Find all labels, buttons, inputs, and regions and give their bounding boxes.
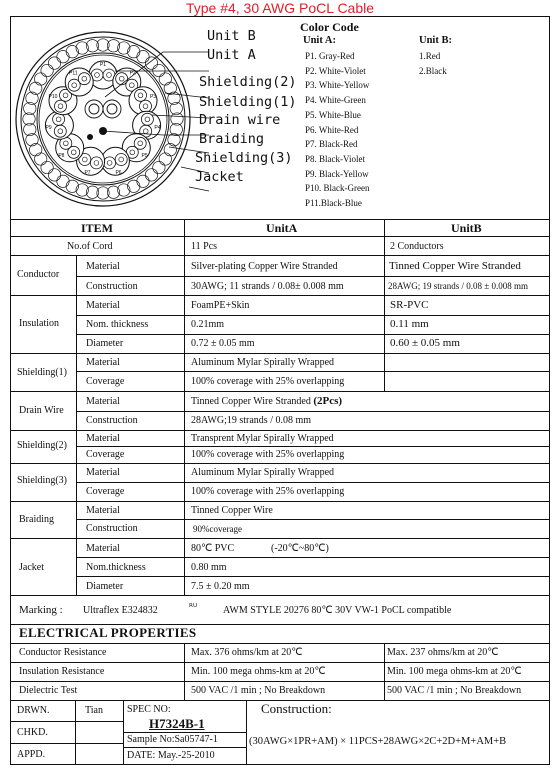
braid-wire [145, 57, 157, 69]
header-unit-b: UnitB [451, 221, 482, 235]
elec-a-1: Min. 100 mega ohms-km at 20℃ [191, 666, 326, 677]
drain-wire-group: Drain Wire [19, 405, 64, 416]
braid-wire [57, 51, 69, 63]
braid-wire [164, 82, 176, 94]
elec-b-1: Min. 100 mega ohms-km at 20℃ [387, 666, 522, 677]
pair-label: P9 [45, 124, 52, 131]
elec-b-2: 500 VAC /1 min ; No Breakdown [387, 685, 522, 696]
drwn-label: DRWN. [17, 705, 50, 716]
header-unit-a: UnitA [266, 221, 298, 235]
label-jacket: Jacket [195, 169, 244, 185]
color-code-title: Color Code [300, 20, 359, 34]
conductor-material-b: Tinned Copper Wire Stranded [389, 260, 521, 272]
braid-wire [145, 169, 157, 181]
insulation-diameter-a: 0.72 ± 0.05 mm [191, 338, 255, 349]
unit-b-conductors [85, 100, 121, 118]
braid-wire [66, 46, 78, 58]
insulation-diameter-b: 0.60 ± 0.05 mm [390, 337, 460, 349]
chkd-label: CHKD. [17, 727, 48, 738]
shielding2-material-label: Material [86, 433, 120, 444]
elec-b-0: Max. 237 ohms/km at 20℃ [387, 647, 499, 658]
unit-a-pairs [45, 61, 160, 176]
drain-material-label: Material [86, 396, 120, 407]
color-p3: P3. White-Yellow [305, 80, 370, 91]
spec-sheet [10, 16, 550, 765]
jacket-group: Jacket [19, 562, 44, 573]
shielding1-material-label: Material [86, 357, 120, 368]
braid-wire [66, 180, 78, 192]
pair-label: P11 [69, 70, 78, 77]
jacket-thickness-label: Nom.thickness [86, 562, 146, 573]
braid-wire [48, 169, 60, 181]
label-drain-wire: Drain wire [199, 112, 281, 128]
twisted-pair [65, 68, 93, 96]
braid-wire [35, 153, 47, 165]
color-p8: P8. Black-Violet [305, 153, 365, 164]
shielding3-material-label: Material [86, 467, 120, 478]
braid-wire [35, 73, 47, 85]
unit-a-heading: Unit A: [303, 35, 336, 46]
conductor-group: Conductor [17, 269, 60, 280]
label-shielding3: Shielding(3) [195, 150, 293, 166]
braid-wire [137, 175, 149, 187]
pair-label: P3 [149, 94, 157, 101]
document-title: Type #4, 30 AWG PoCL Cable [185, 0, 375, 16]
drwn-name: Tian [85, 705, 103, 716]
elec-label-0: Conductor Resistance [19, 647, 107, 658]
braid-wire [30, 82, 42, 94]
no-of-cord-label: No.of Cord [67, 241, 113, 252]
marking-style: AWM STYLE 20276 80℃ 30V VW-1 PoCL compatible [223, 605, 452, 616]
jacket-ring [16, 32, 190, 206]
header-item: ITEM [81, 221, 114, 235]
elec-label-2: Dielectric Test [19, 685, 78, 696]
color-p10: P10. Black-Green [305, 183, 370, 194]
construction-formula: (30AWG×1PR+AM) × 11PCS+28AWG×2C+2D+M+AM+B [249, 736, 507, 747]
label-shielding2: Shielding(2) [199, 74, 297, 90]
braid-wire [128, 46, 140, 58]
color-p1: P1. Gray-Red [305, 51, 355, 61]
no-of-cord-b: 2 Conductors [390, 241, 444, 252]
pair-label: P10 [48, 94, 58, 101]
unit-b-color-list [419, 49, 447, 78]
insulation-material-a: FoamPE+Skin [191, 300, 250, 311]
appd-label: APPD. [17, 749, 46, 760]
pair-label: P1 [99, 62, 107, 68]
elec-label-1: Insulation Resistance [19, 666, 105, 677]
braid-wire [159, 73, 171, 85]
ul-recognized-icon: ᴿᵁ [189, 603, 198, 613]
spec-date: DATE: May.-25-2010 [127, 750, 215, 761]
braiding-construction-a: 90%coverage [193, 524, 242, 534]
conductor-construction-b: 28AWG; 19 strands / 0.08 ± 0.008 mm [388, 281, 528, 291]
color-b1: 1.Red [419, 51, 441, 61]
shielding3-coverage-a: 100% coverage with 25% overlapping [191, 486, 345, 497]
sample-no: Sample No:Sa05747-1 [127, 734, 218, 745]
color-p4: P4. White-Green [305, 95, 366, 106]
elec-a-0: Max. 376 ohms/km at 20℃ [191, 647, 303, 658]
shielding2-coverage-label: Coverage [86, 449, 125, 460]
shielding3-material-a: Aluminum Mylar Spirally Wrapped [191, 467, 335, 478]
insulation-diameter-label: Diameter [86, 338, 124, 349]
pair-label: P6 [115, 169, 122, 176]
color-p6: P6. White-Red [305, 124, 359, 135]
unit-a-color-list [305, 49, 369, 211]
spec-no-label: SPEC NO: [127, 704, 171, 715]
drain-construction-a: 28AWG;19 strands / 0.08 mm [191, 415, 312, 426]
shielding2-coverage-a: 100% coverage with 25% overlapping [191, 449, 345, 460]
braid-wire [30, 144, 42, 156]
drain-material-a: Tinned Copper Wire Stranded (2Pcs) [191, 395, 343, 407]
braid-wire [48, 57, 60, 69]
construction-label: Construction: [261, 701, 332, 716]
shielding1-material-a: Aluminum Mylar Spirally Wrapped [191, 357, 335, 368]
twisted-pair [45, 111, 73, 139]
braiding-group: Braiding [19, 514, 54, 525]
marking-label: Marking : [19, 604, 63, 616]
insulation-material-label: Material [86, 300, 120, 311]
drain-wires [87, 127, 107, 140]
braiding-construction-label: Construction [86, 523, 138, 534]
braid-wire [41, 64, 53, 76]
shielding1-coverage-label: Coverage [86, 376, 125, 387]
color-p7: P7. Black-Red [305, 139, 358, 150]
electrical-title: ELECTRICAL PROPERTIES [19, 625, 197, 640]
insulation-thickness-label: Nom. thickness [86, 319, 149, 330]
twisted-pair [129, 87, 157, 115]
braid-wire [137, 51, 149, 63]
shielding2-group: Shielding(2) [17, 440, 67, 451]
color-p9: P9. Black-Yellow [305, 168, 369, 179]
pair-label: P5 [141, 153, 148, 159]
pair-label: P7 [84, 169, 91, 176]
pair-label: P8 [58, 153, 65, 159]
shielding1-coverage-a: 100% coverage with 25% overlapping [191, 376, 345, 387]
conductor-construction-a: 30AWG; 11 strands / 0.08± 0.008 mm [191, 281, 344, 292]
pair-label: P2 [129, 70, 136, 77]
braid-wire [57, 175, 69, 187]
braiding-material-a: Tinned Copper Wire [191, 505, 273, 516]
jacket-diameter-label: Diameter [86, 581, 124, 592]
braid-wire [41, 161, 53, 173]
elec-a-2: 500 VAC /1 min ; No Breakdown [191, 685, 326, 696]
insulation-group: Insulation [19, 318, 59, 329]
label-shielding1: Shielding(1) [199, 94, 297, 110]
conductor-construction-label: Construction [86, 281, 138, 292]
conductor-material-label: Material [86, 261, 120, 272]
shielding3-coverage-label: Coverage [86, 486, 125, 497]
jacket-material-label: Material [86, 543, 120, 554]
insulation-thickness-b: 0.11 mm [390, 318, 429, 330]
jacket-material-a: 80℃ PVC [191, 543, 235, 554]
label-unit-a: Unit A [207, 47, 256, 63]
conductor-material-a: Silver-plating Copper Wire Stranded [191, 261, 338, 272]
spec-no: H7324B-1 [149, 716, 205, 731]
braiding-material-label: Material [86, 505, 120, 516]
label-braiding: Braiding [199, 131, 265, 147]
color-p5: P5. White-Blue [305, 109, 361, 120]
twisted-pair [101, 147, 129, 176]
pair-label: P4 [154, 124, 161, 131]
shielding3-group: Shielding(3) [17, 475, 67, 486]
shielding2-material-a: Transprent Mylar Spirally Wrapped [191, 433, 334, 444]
braid-wire [128, 180, 140, 192]
jacket-temp-range: (-20℃~80℃) [271, 543, 329, 554]
unit-b-conductor-2 [103, 100, 121, 118]
no-of-cord-a: 11 Pcs [191, 241, 218, 252]
insulation-material-b: SR-PVC [390, 299, 429, 311]
braid-wire [159, 153, 171, 165]
braid-wire [164, 144, 176, 156]
unit-b-core-1 [89, 104, 99, 114]
jacket-thickness-a: 0.80 mm [191, 562, 227, 573]
color-b2: 2.Black [419, 65, 447, 76]
drain-wire-2 [87, 134, 93, 140]
unit-b-heading: Unit B: [419, 35, 452, 46]
braid-wire [153, 64, 165, 76]
label-unit-b: Unit B [207, 28, 256, 44]
insulation-thickness-a: 0.21mm [191, 319, 225, 330]
braid-wire [153, 161, 165, 173]
marking-ul-file: Ultraflex E324832 [83, 605, 158, 616]
color-p11: P11.Black-Blue [305, 198, 362, 209]
drain-construction-label: Construction [86, 415, 138, 426]
color-p2: P2. White-Violet [305, 65, 366, 76]
drain-material-count: (2Pcs) [313, 395, 343, 407]
unit-b-core-2 [107, 104, 117, 114]
unit-b-conductor-1 [85, 100, 103, 118]
shielding1-group: Shielding(1) [17, 367, 67, 378]
jacket-diameter-a: 7.5 ± 0.20 mm [191, 581, 250, 592]
